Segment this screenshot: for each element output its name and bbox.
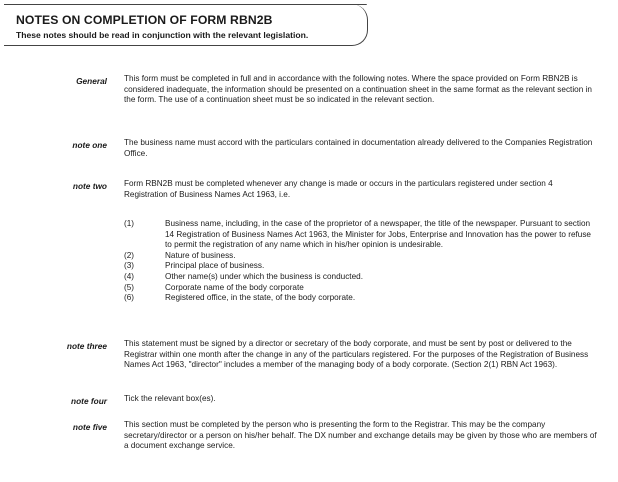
page-subtitle: These notes should be read in conjunction with the relevant legislation.: [16, 30, 309, 40]
note-text: This statement must be signed by a director or secretary of the body corporate, and must be sent by post or delivered to the Registrar within one month after the change in any of the particulars registered. For the purposes of the Registration of Business Names Act 1963, "director" includes a member of the managing body of a body corporate. (Section 2(1) RBN Act 1963).: [124, 339, 589, 370]
list-number: (6): [124, 293, 135, 303]
note-label: note five: [72, 422, 107, 432]
note-label: General: [76, 76, 107, 86]
note-text: Form RBN2B must be completed whenever any change is made or occurs in the particulars registered under section 4 Registration of Business Names Act 1963, i.e.: [124, 179, 553, 199]
header-box: [4, 4, 368, 46]
list-text: Business name, including, in the case of the proprietor of a newspaper, the title of the newspaper. Pursuant to section 14 Registration of Business Names Act 1963, the Minister for Jobs, Enterprise and Innovation has the power to refuse to permit the registration of any name which in his/her opinion is undesirable.: [165, 219, 591, 250]
page-title: NOTES ON COMPLETION OF FORM RBN2B: [16, 13, 273, 27]
list-text: Corporate name of the body corporate: [165, 282, 304, 292]
list-text: Principal place of business.: [165, 261, 265, 271]
list-item: [124, 251, 598, 262]
note-label: note three: [66, 341, 107, 351]
note-label: note four: [71, 396, 107, 406]
list-number: (2): [124, 250, 135, 260]
list-text: Nature of business.: [165, 250, 236, 260]
list-item: [124, 219, 598, 251]
list-text: Registered office, in the state, of the body corporate.: [165, 293, 356, 303]
list-number: (3): [124, 261, 135, 271]
list-number: (1): [124, 219, 135, 228]
list-number: (4): [124, 271, 135, 281]
note-text: This section must be completed by the person who is presenting the form to the Registrar. This may be the company secretary/director or a person on his/her behalf. The DX number and exchange details may be given by those who are members of a document exchange service.: [124, 420, 597, 451]
list-number: (5): [124, 282, 135, 292]
list-item: [124, 293, 598, 304]
note-text: Tick the relevant box(es).: [124, 394, 216, 403]
note-text: The business name must accord with the particulars contained in documentation already delivered to the Companies Registration Office.: [124, 138, 593, 158]
list-item: [124, 261, 598, 272]
note-label: note one: [72, 140, 107, 150]
list-item: [124, 283, 598, 294]
list-text: Other name(s) under which the business is conducted.: [165, 271, 363, 281]
particulars-list: [124, 219, 598, 304]
note-label: note two: [72, 181, 107, 191]
note-text: This form must be completed in full and in accordance with the following notes. Where the space provided on Form RBN2B is considered inadequate, the information should be presented on a continuation sheet in the same format as the relevant section in the form. The use of a continuation sheet must be so indicated in the relevant section.: [124, 74, 592, 105]
list-item: [124, 272, 598, 283]
